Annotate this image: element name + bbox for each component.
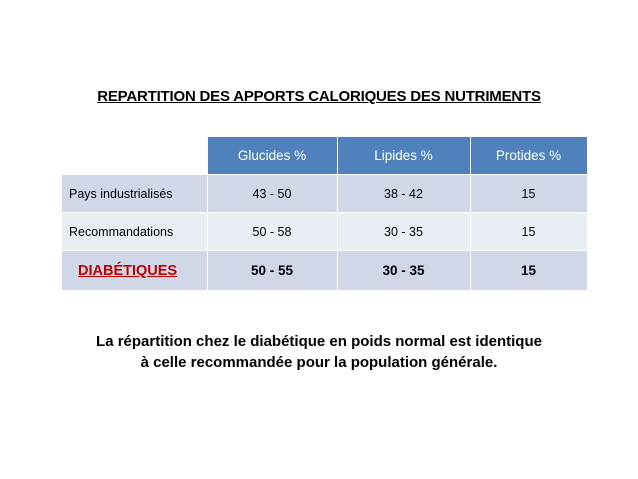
slide-title: REPARTITION DES APPORTS CALORIQUES DES NUTRIMENTS (97, 88, 541, 105)
caption-line-2: à celle recommandée pour la population générale. (140, 354, 498, 371)
cell-glucides: 43 - 50 (207, 175, 337, 213)
cell-protides: 15 (470, 251, 587, 291)
row-label: Recommandations (62, 213, 207, 251)
cell-glucides: 50 - 58 (207, 213, 337, 251)
table-row-pays-industrialises (62, 175, 587, 213)
header-protides: Protides % (470, 137, 587, 175)
cell-lipides: 30 - 35 (337, 251, 470, 291)
header-lipides: Lipides % (337, 137, 470, 175)
table-row-diabetiques (62, 251, 587, 291)
row-label-highlight: DIABÉTIQUES (62, 251, 207, 291)
header-empty-cell (62, 137, 207, 175)
nutrient-table (62, 137, 588, 291)
cell-protides: 15 (470, 175, 587, 213)
caption-line-1: La répartition chez le diabétique en poids normal est identique (96, 333, 542, 350)
caption-text (0, 331, 638, 373)
cell-glucides: 50 - 55 (207, 251, 337, 291)
cell-protides: 15 (470, 213, 587, 251)
row-label: Pays industrialisés (62, 175, 207, 213)
table-row-recommandations (62, 213, 587, 251)
header-glucides: Glucides % (207, 137, 337, 175)
cell-lipides: 38 - 42 (337, 175, 470, 213)
table-header-row (62, 137, 587, 175)
cell-lipides: 30 - 35 (337, 213, 470, 251)
